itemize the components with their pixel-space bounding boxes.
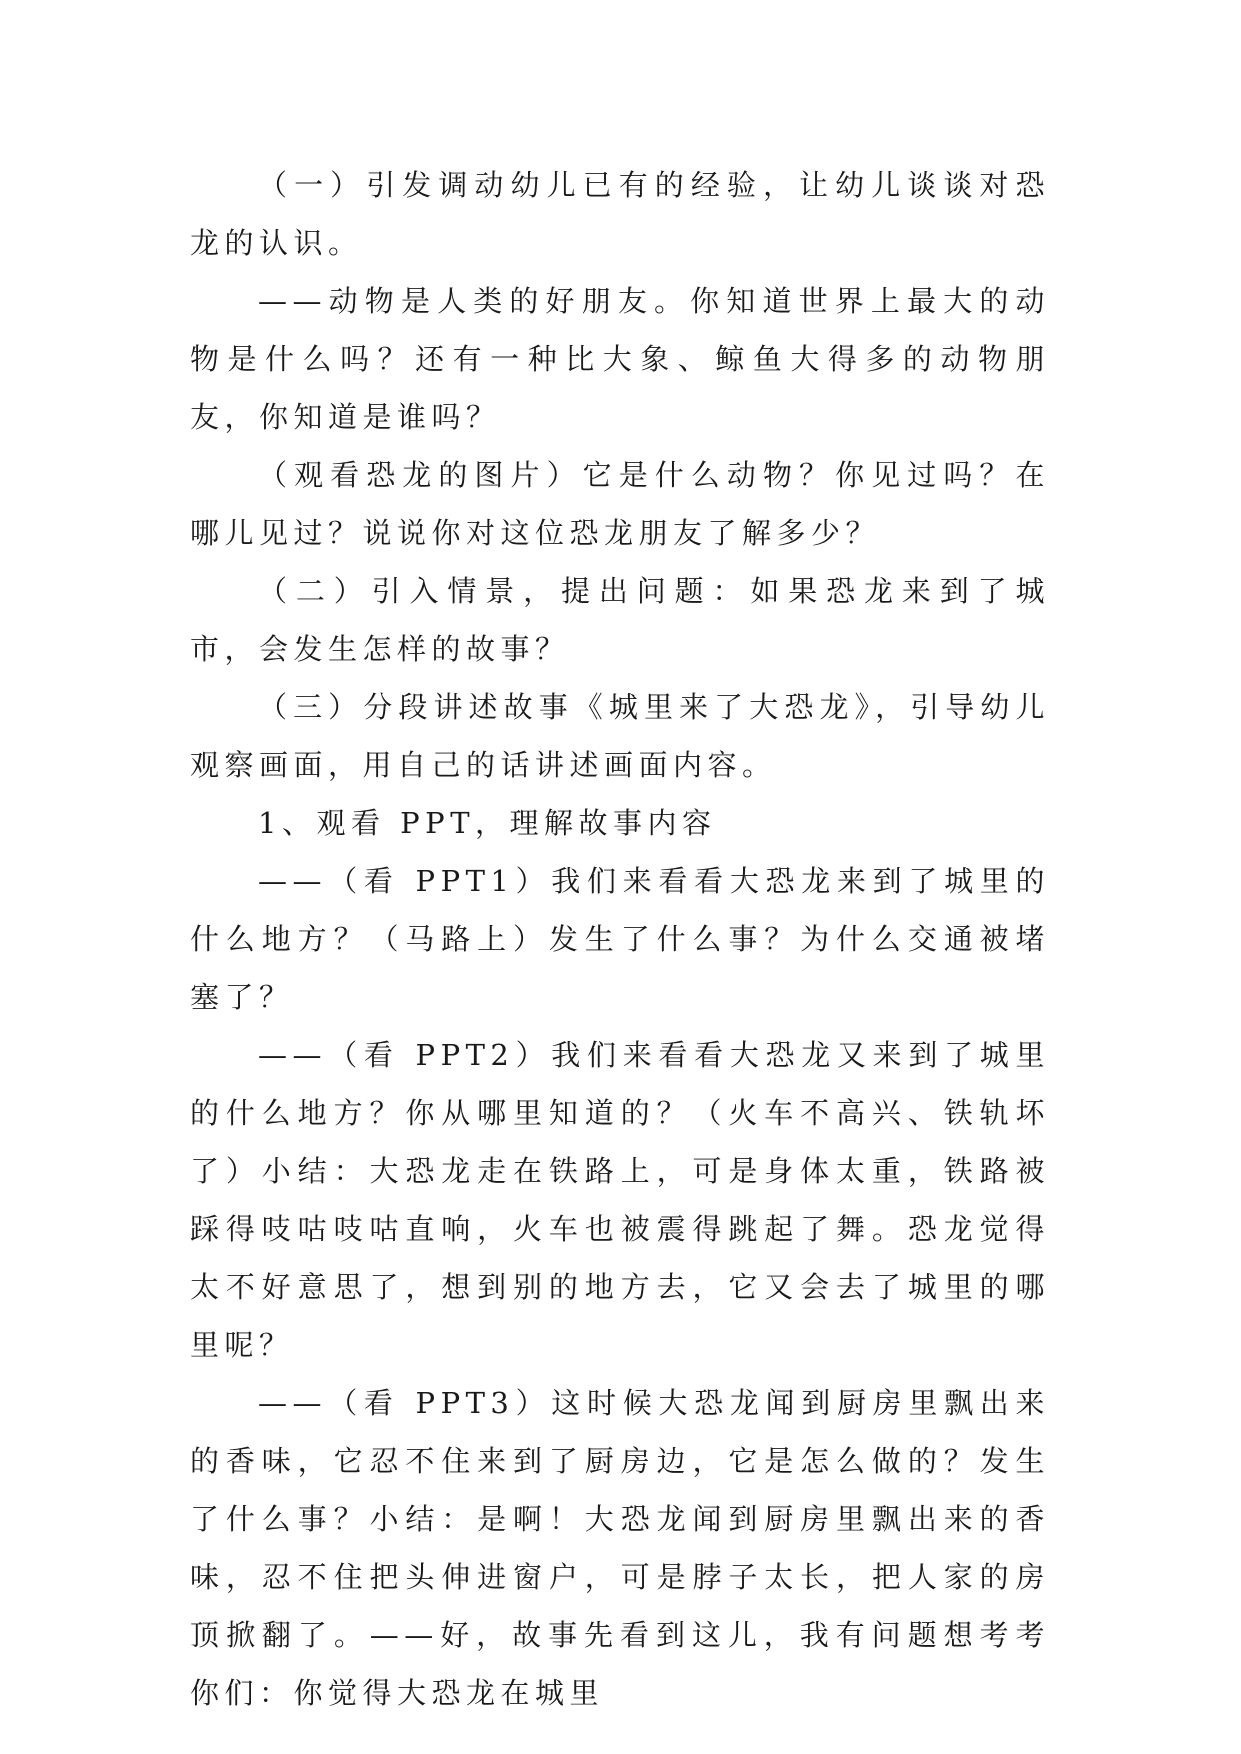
- section-heading-2: （二）引入情景，提出问题：如果恐龙来到了城市，会发生怎样的故事？: [190, 574, 1050, 666]
- section-heading-1: （一）引发调动幼儿已有的经验，让幼儿谈谈对恐龙的认识。: [190, 168, 1050, 260]
- paragraph-ppt3: ——（看 PPT3）这时候大恐龙闻到厨房里飘出来的香味，它忍不住来到了厨房边，它是怎么做的？发生了什么事？小结：是啊！大恐龙闻到厨房里飘出来的香味，忍不住把头伸进窗户，可是脖子太长，把人家的房顶掀翻了。——好，故事先看到这儿，我有问题想考考你们：你觉得大恐龙在城里: [190, 1386, 1050, 1710]
- paragraph-ppt2: ——（看 PPT2）我们来看看大恐龙又来到了城里的什么地方？你从哪里知道的？（火车不高兴、铁轨坏了）小结：大恐龙走在铁路上，可是身体太重，铁路被踩得吱咕吱咕直响，火车也被震得跳起了舞。恐龙觉得太不好意思了，想到别的地方去，它又会去了城里的哪里呢？: [190, 1038, 1050, 1362]
- paragraph-ppt1: ——（看 PPT1）我们来看看大恐龙来到了城里的什么地方？（马路上）发生了什么事？为什么交通被堵塞了？: [190, 864, 1050, 1014]
- document-body: [190, 156, 1050, 1722]
- paragraph-question-biggest-animal: ——动物是人类的好朋友。你知道世界上最大的动物是什么吗？还有一种比大象、鲸鱼大得多的动物朋友，你知道是谁吗？: [190, 284, 1050, 434]
- subsection-heading-1: 1、观看 PPT，理解故事内容: [258, 806, 717, 840]
- section-heading-3: （三）分段讲述故事《城里来了大恐龙》，引导幼儿观察画面，用自己的话讲述画面内容。: [190, 690, 1050, 782]
- paragraph-dinosaur-picture: （观看恐龙的图片）它是什么动物？你见过吗？在哪儿见过？说说你对这位恐龙朋友了解多少？: [190, 458, 1050, 550]
